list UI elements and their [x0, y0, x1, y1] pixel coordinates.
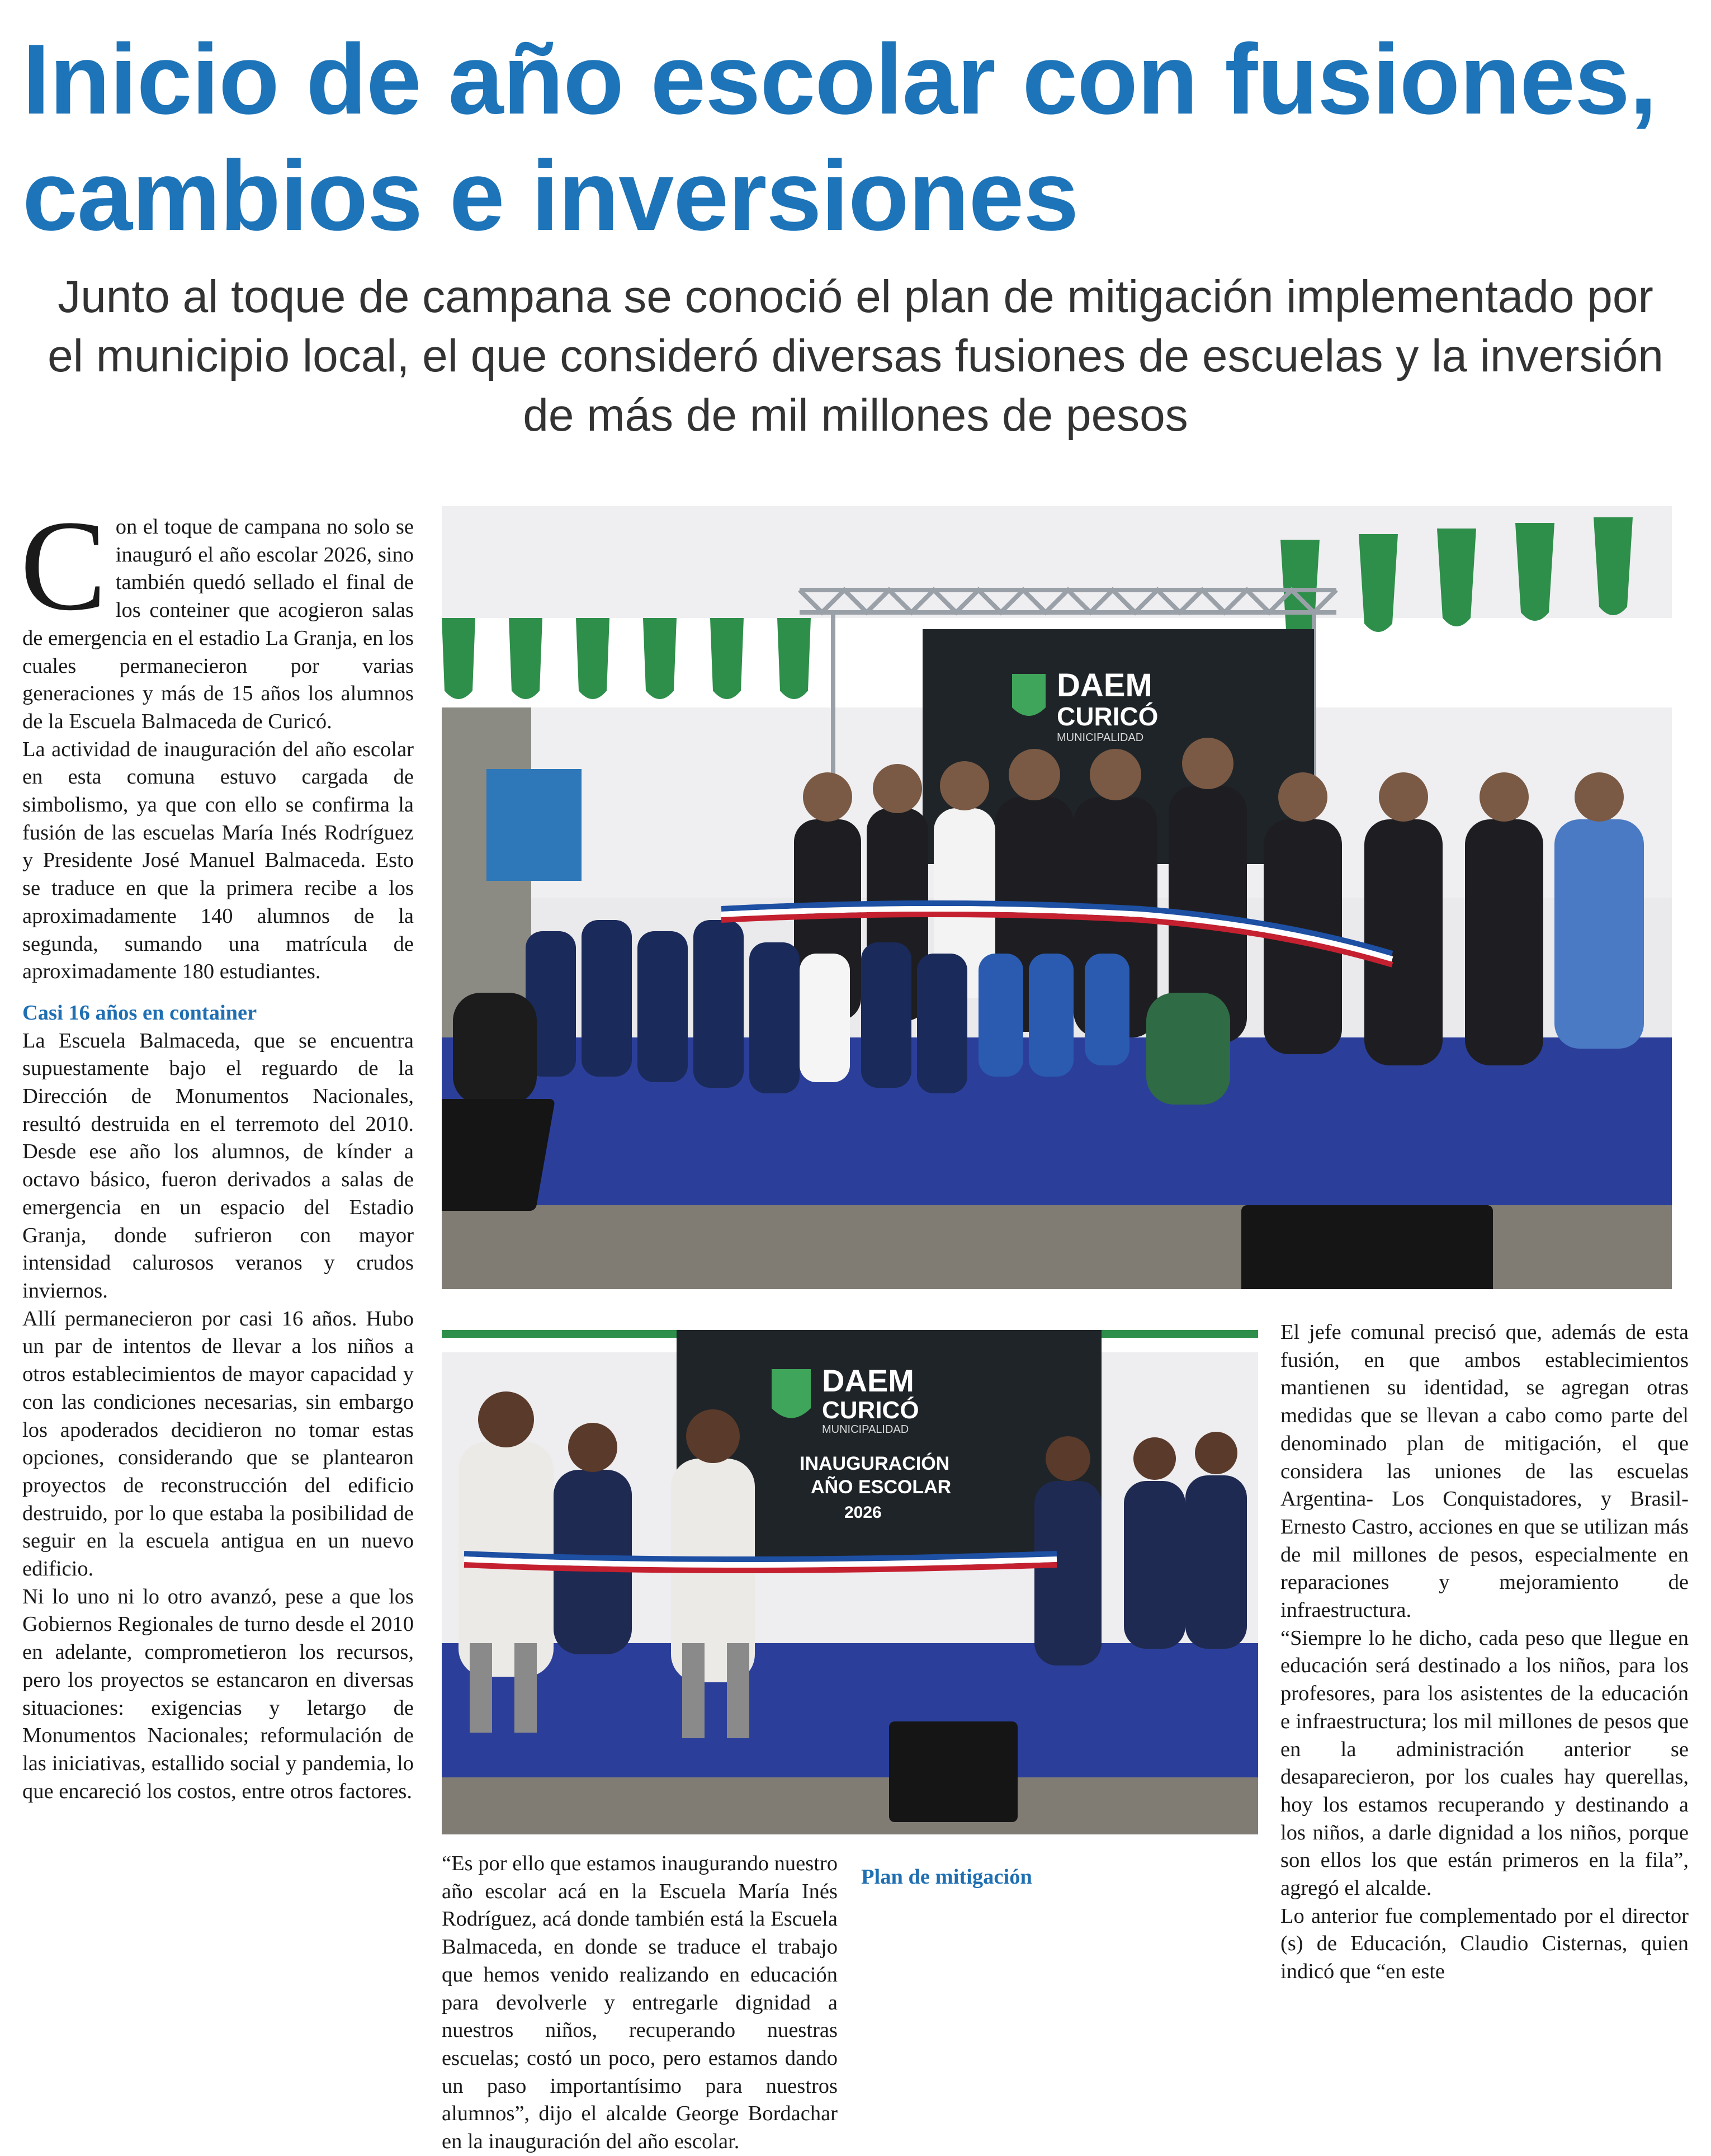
screen-daem: DAEM: [1057, 667, 1152, 704]
paragraph-inauguration: La actividad de inauguración del año escolar en esta comuna estuvo cargada de simbolismo, ya que con ello se confirma la fusión de las escuelas María Inés Rodríguez y Presidente José Manuel Balmaceda. Esto se traduce en que la primera recibe a los aproximadamente 140 alumnos de la segunda, sumando una matrícula de aproximadamente 180 estudiantes.: [22, 737, 414, 984]
screen-daem: DAEM: [822, 1363, 914, 1398]
article-column-right: [1280, 1319, 1689, 1986]
paragraph-intro: on el toque de campana no solo se inauguró el año escolar 2026, sino también quedó sellado el final de los conteiner que acogieron salas de emergencia en el estadio La Granja, en los cuales permanecieron por varias generaciones y más de 15 años los alumnos de la Escuela Balmaceda de Curicó.: [22, 515, 414, 733]
speaker-left: [442, 1099, 555, 1211]
paragraph-plan-mitigacion: El jefe comunal precisó que, además de esta fusión, en que ambos establecimientos mantienen su identidad, se agregan otras medidas que se llevan a cabo como parte del denominado plan de mitigación, el que considera las uniones de las escuelas Argentina- Los Conquistadores, y Brasil- Ernesto Castro, acciones en que se utilizan más de mil millones de pesos, especialmente en reparaciones y mejoramiento de infraestructura.: [1280, 1320, 1689, 1622]
section-heading-container: Casi 16 años en container: [22, 1001, 257, 1025]
screen-municipalidad: MUNICIPALIDAD: [822, 1423, 909, 1436]
article-column-left: [20, 494, 414, 1805]
speaker-right: [1241, 1205, 1493, 1289]
photo-ribbon-cutting: [442, 506, 1672, 1289]
screen-municipalidad: MUNICIPALIDAD: [1057, 732, 1144, 744]
screen-inauguracion: INAUGURACIÓN: [800, 1453, 950, 1474]
paragraph-quote-peso: “Siempre lo he dicho, cada peso que llegue en educación será destinado a los niños, para los profesores, para los asistentes de la educación e infraestructura; los mil millones de pesos que en la administración anterior se desaparecieron, por los cuales hay querellas, hoy los estamos recuperando y destinando a los niños, a darle dignidad a los niños, porque son ellos los que están primeros en la fila”, agregó el alcalde.: [1280, 1626, 1689, 1900]
drop-cap: C: [20, 494, 107, 638]
screen-curico: CURICÓ: [822, 1397, 919, 1424]
daem-logo: [1012, 674, 1046, 716]
photo-students-ribbon: [442, 1330, 1258, 1834]
daem-logo: [772, 1369, 811, 1418]
screen-ano-escolar: AÑO ESCOLAR: [811, 1476, 952, 1498]
screen-year: 2026: [844, 1503, 882, 1522]
paragraph-director: Lo anterior fue complementado por el director (s) de Educación, Claudio Cisternas, quien indicó que “en este: [1280, 1904, 1689, 1984]
headline: Inicio de año escolar con fusiones, cambios e inversiones: [22, 23, 1657, 251]
screen-curico: CURICÓ: [1057, 702, 1159, 731]
subheadline: Junto al toque de campana se conoció el plan de mitigación implementado por el municipio local, el que consideró diversas fusiones de escuelas y la inversión de más de mil millones de pesos: [48, 271, 1663, 441]
article-column-bottom-middle: [861, 1850, 1257, 1891]
paragraph-16-anos: Allí permanecieron por casi 16 años. Hubo un par de intentos de llevar a los niños a otros establecimientos de mayor capacidad y con las condiciones necesarias, sin embargo los apoderados decidieron no tomar estas opciones, considerando que se plantearon proyectos de reconstrucción del edificio destruido, por lo que estaba la posibilidad de seguir en la escuela antigua en un nuevo edificio.: [22, 1306, 414, 1581]
section-heading-mitigacion: Plan de mitigación: [861, 1865, 1032, 1889]
paragraph-quote-alcalde: “Es por ello que estamos inaugurando nuestro año escolar acá en la Escuela María Inés Rodríguez, acá donde también está la Escuela Balmaceda, en donde se traduce el trabajo que hemos venido realizando en educación para devolverle y entregarle dignidad a nuestros niños, recuperando nuestras escuelas; costó un poco, pero estamos dando un paso importantísimo para nuestros alumnos”, dijo el alcalde George Bordachar en la inauguración del año escolar.: [442, 1852, 838, 2154]
speaker: [889, 1721, 1018, 1822]
paragraph-gobiernos: Ni lo uno ni lo otro avanzó, pese a que los Gobiernos Regionales de turno desde el 2010 en adelante, comprometieron los recursos, pero los proyectos se estancaron en diversas situaciones: exigencias y letargo de Monumentos Nacionales; reformulación de las iniciativas, estallido social y pandemia, lo que encareció los costos, entre otros factores.: [22, 1584, 414, 1803]
paragraph-escuela-balmaceda: La Escuela Balmaceda, que se encuentra supuestamente bajo el reguardo de la Dirección de Monumentos Nacionales, resultó destruida en el terremoto del 2010. Desde ese año los alumnos, de kínder a octavo básico, fueron derivados a salas de emergencia en un espacio del Estadio Granja, donde sufrieron con mayor intensidad calurosos veranos y crudos inviernos.: [22, 1029, 414, 1303]
article-column-bottom-left: [442, 1850, 838, 2156]
